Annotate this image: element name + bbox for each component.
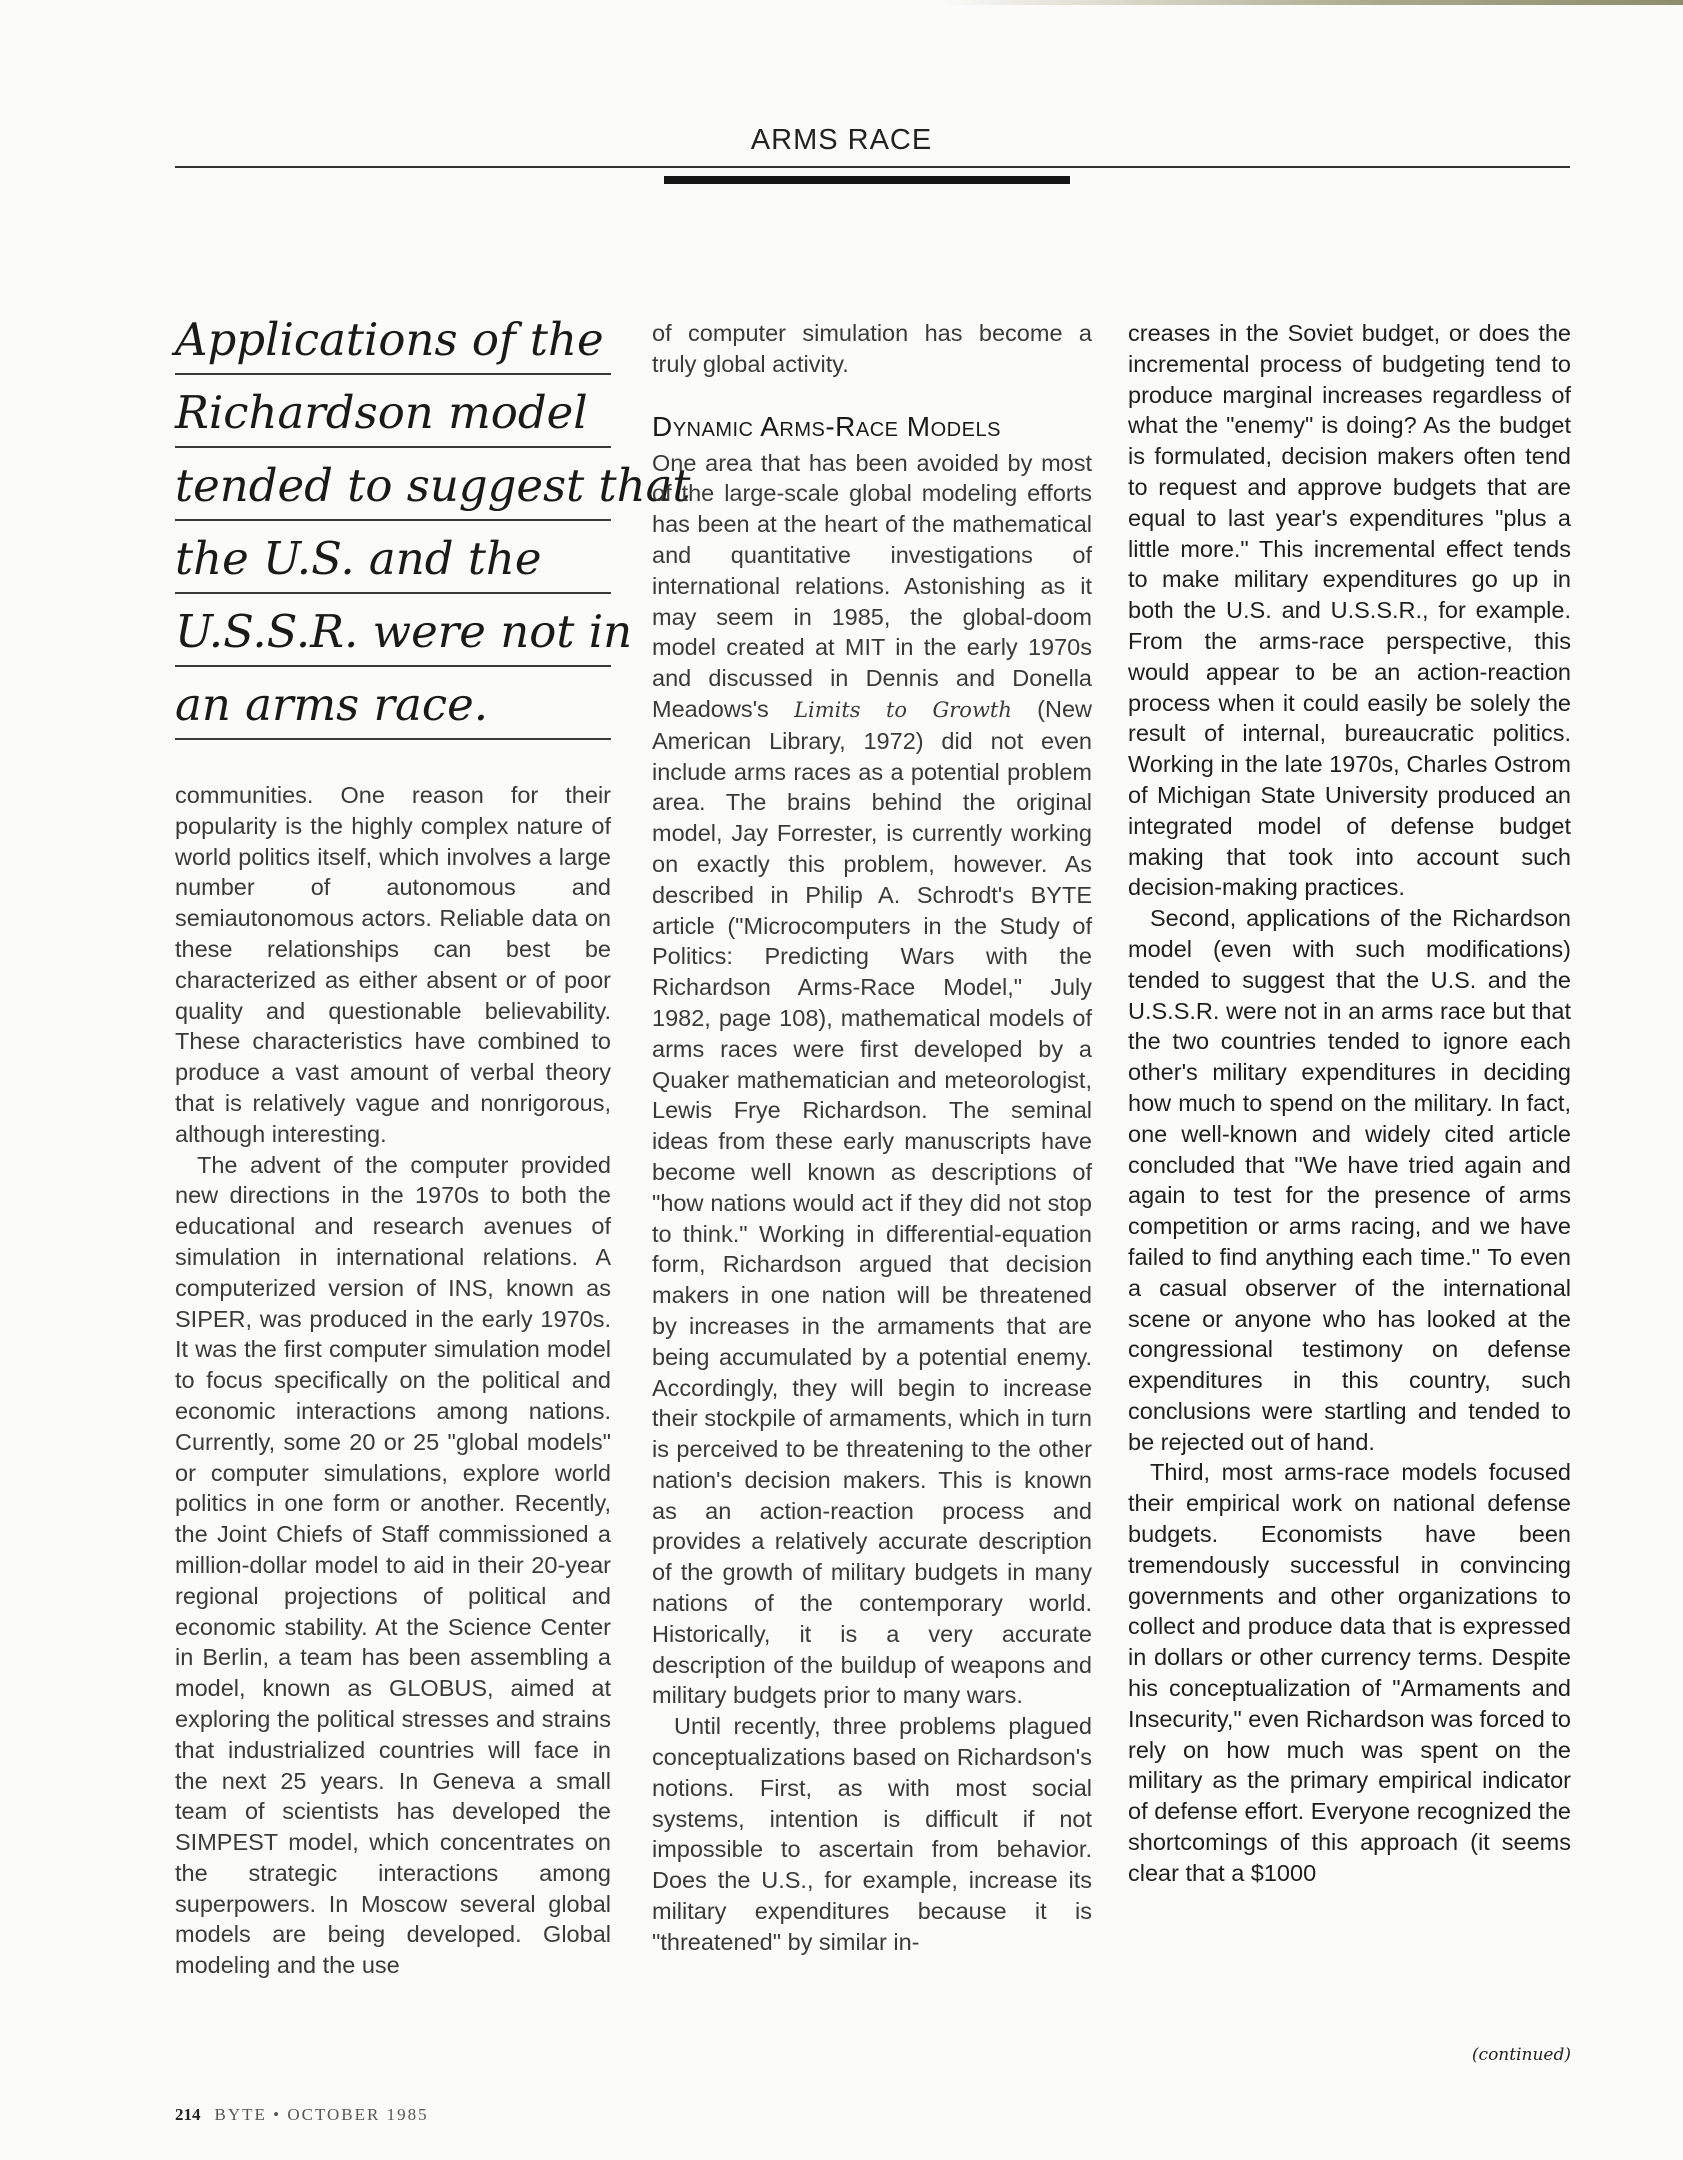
paragraph-text: One area that has been avoided by most of the large-scale global modeling efforts has been at the heart of the mathematical and quantitative investigations of international relations. Astonishing as it may seem in 1985, the global-doom model created at MIT in the early 1970s and discussed in Dennis and Donella Meadows's: [652, 449, 1092, 722]
book-title: Limits to Growth: [794, 697, 1012, 722]
column-2: [652, 318, 1092, 1958]
body-paragraph: communities. One reason for their popularity is the highly complex nature of world politics itself, which involves a large number of autonomous and semiautonomous actors. Reliable data on these relationships can best be characterized as either absent or of poor quality and questionable believability. These characteristics have combined to produce a vast amount of verbal theory that is relatively vague and nonrigorous, although interesting.: [175, 782, 611, 1147]
body-paragraph: Third, most arms-race models focused their empirical work on national defense budgets. Economists have been tremendously successful in convincing governments and other organizations to collect and produce data that is expressed in dollars or other currency terms. Despite his conceptualization of "Armaments and Insecurity," even Richardson was forced to rely on how much was spent on the military as the primary empirical indicator of defense effort. Everyone recognized the shortcomings of this approach (it seems clear that a $1000: [1128, 1459, 1571, 1886]
body-paragraph: of computer simulation has become a truly global activity.: [652, 320, 1092, 377]
pull-quote-line: an arms race.: [175, 667, 611, 740]
body-paragraph: The advent of the computer provided new directions in the 1970s to both the educational and research avenues of simulation in international relations. A computerized version of INS, known as SIPER, was produced in the early 1970s. It was the first computer simulation model to focus specifically on the political and economic interactions among nations. Currently, some 20 or 25 "global models" or computer simulations, explore world politics in one form or another. Recently, the Joint Chiefs of Staff commissioned a million-dollar model to aid in their 20-year regional projections of political and economic stability. At the Science Center in Berlin, a team has been assembling a model, known as GLOBUS, aimed at exploring the political stresses and strains that industrialized countries will face in the next 25 years. In Geneva a small team of scientists has developed the SIMPEST model, which concentrates on the strategic interactions among superpowers. In Moscow several global models are being developed. Global modeling and the use: [175, 1151, 611, 1979]
body-paragraph: [652, 448, 1092, 1712]
body-paragraph: Until recently, three problems plagued conceptualizations based on Richardson's notions. First, as with most social systems, intention is difficult if not impossible to ascertain from behavior. Does the U.S., for example, increase its military expenditures because it is "threatened" by similar in-: [652, 1713, 1092, 1955]
header-rule: [175, 166, 1570, 168]
publication-line: BYTE • OCTOBER 1985: [214, 2105, 429, 2124]
pull-quote-line: Richardson model: [175, 375, 611, 448]
pull-quote-line: tended to suggest that: [175, 448, 611, 521]
page-number: 214: [175, 2105, 201, 2124]
pull-quote-line: U.S.S.R. were not in: [175, 594, 611, 667]
pull-quote: [175, 302, 691, 740]
section-title: ARMS RACE: [750, 124, 933, 156]
page-footer: [175, 2105, 429, 2125]
column-1: [175, 780, 611, 1981]
continued-note: (continued): [1471, 2045, 1571, 2065]
body-paragraph: Second, applications of the Richardson model (even with such modifications) tended to suggest that the U.S. and the U.S.S.R. were not in an arms race but that the two countries tended to ignore each other's military expenditures in deciding how much to spend on the military. In fact, one well-known and widely cited article concluded that "We have tried again and again to test for the presence of arms competition or arms racing, and we have failed to find anything each time." To even a casual observer of the international scene or anyone who has looked at the congressional testimony on defense expenditures in this country, such conclusions were startling and tended to be rejected out of hand.: [1128, 905, 1571, 1455]
body-paragraph: creases in the Soviet budget, or does the incremental process of budgeting tend to produce marginal increases regardless of what the "enemy" is doing? As the budget is formulated, decision makers often tend to request and approve budgets that are equal to last year's expenditures "plus a little more." This incremental effect tends to make military expenditures go up in both the U.S. and U.S.S.R., for example. From the arms-race perspective, this would appear to be an action-reaction process when it could easily be solely the result of internal, bureaucratic politics. Working in the late 1970s, Charles Ostrom of Michigan State University produced an integrated model of defense budget making that took into account such decision-making practices.: [1128, 320, 1571, 901]
column-3: [1128, 318, 1571, 1889]
section-heading: Dynamic Arms-Race Models: [652, 410, 1001, 442]
top-edge-accent: [940, 0, 1683, 5]
pull-quote-line: Applications of the: [175, 302, 611, 375]
paragraph-text: (New American Library, 1972) did not even include arms races as a potential problem area. The brains behind the original model, Jay Forrester, is currently working on exactly this problem, however. As described in Philip A. Schrodt's BYTE article ("Microcomputers in the Study of Politics: Predicting Wars with the Richardson Arms-Race Model," July 1982, page 108), mathematical models of arms races were first developed by a Quaker mathematician and meteorologist, Lewis Frye Richardson. The seminal ideas from these early manuscripts have become well known as descriptions of "how nations would act if they did not stop to think." Working in differential-equation form, Richardson argued that decision makers in one nation will be threatened by increases in the armaments that are being accumulated by a potential enemy. Accordingly, they will begin to increase their stockpile of armaments, which in turn is perceived to be threatening to the other nation's decision makers. This is known as an action-reaction process and provides a relatively accurate description of the growth of military budgets in many nations of the contemporary world. Historically, it is a very accurate description of the buildup of weapons and military budgets prior to many wars.: [652, 695, 1092, 1709]
pull-quote-line: the U.S. and the: [175, 521, 611, 594]
header-bar: [664, 176, 1070, 184]
